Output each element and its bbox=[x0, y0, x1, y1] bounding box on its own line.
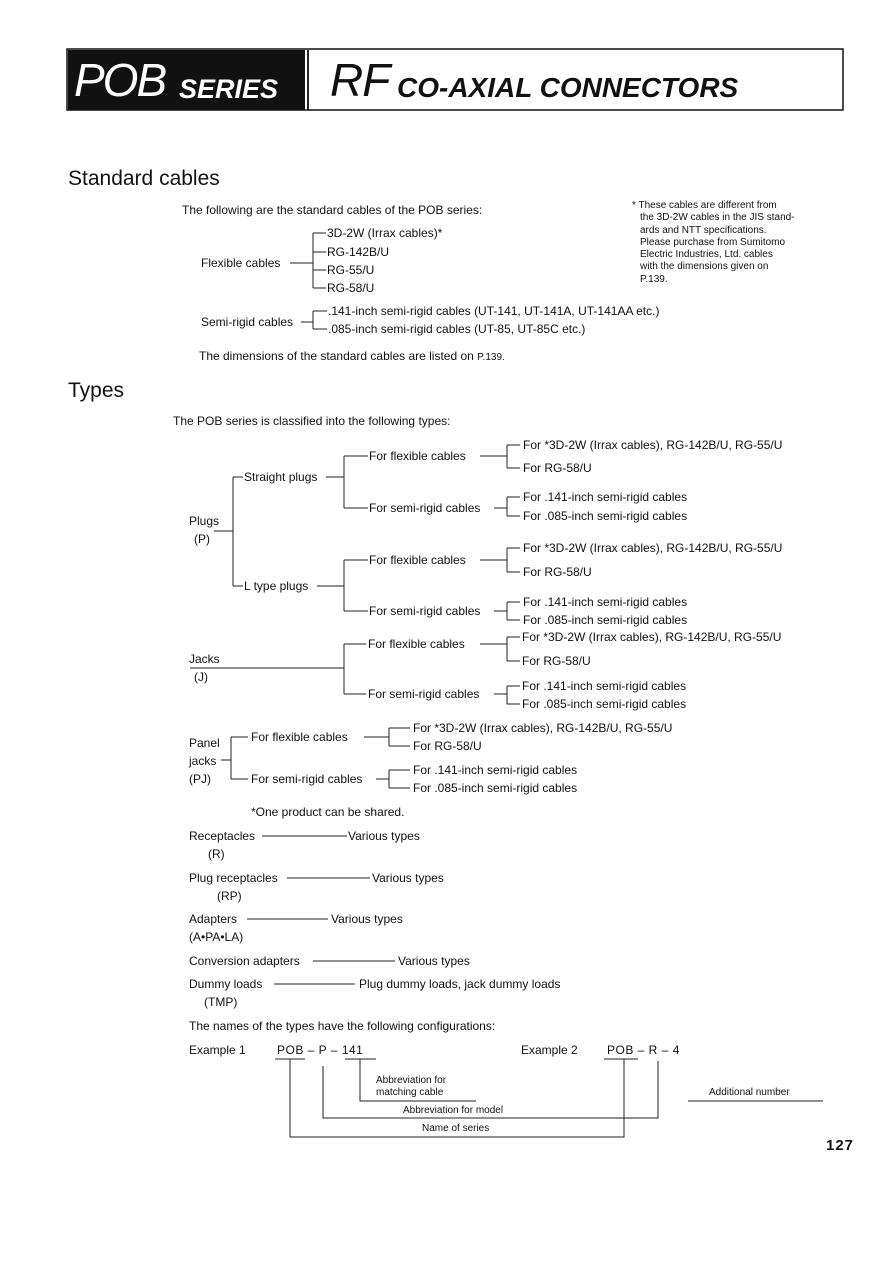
receptacles-value: Various types bbox=[348, 829, 420, 843]
standard-cables-intro: The following are the standard cables of the POB series: bbox=[182, 203, 483, 217]
page-title: CO-AXIAL CONNECTORS bbox=[397, 72, 739, 103]
plugs-label: Plugs bbox=[189, 514, 220, 528]
page-number: 127 bbox=[826, 1137, 855, 1154]
l-flexible-3d: For *3D-2W (Irrax cables), RG-142B/U, RG-55/U bbox=[523, 541, 783, 555]
additional-number-label: Additional number bbox=[709, 1087, 790, 1098]
dimensions-note-text: The dimensions of the standard cables are listed on bbox=[199, 349, 474, 363]
straight-flexible-3d: For *3D-2W (Irrax cables), RG-142B/U, RG-55/U bbox=[523, 438, 783, 452]
example2-label: Example 2 bbox=[521, 1043, 578, 1057]
jacks-label: Jacks bbox=[189, 652, 220, 666]
receptacles-label: Receptacles bbox=[189, 829, 256, 843]
jacks-code: (J) bbox=[194, 670, 208, 684]
panel-jacks-label: jacks bbox=[189, 754, 217, 768]
panel-flexible-rg58: For RG-58/U bbox=[413, 739, 482, 753]
straight-semirigid-141: For .141-inch semi-rigid cables bbox=[523, 490, 688, 504]
cable-141: .141-inch semi-rigid cables (UT-141, UT-141A, UT-141AA etc.) bbox=[328, 304, 660, 318]
panel-flexible-label: For flexible cables bbox=[251, 730, 348, 744]
panel-code: (PJ) bbox=[189, 772, 211, 786]
jacks-semirigid-085: For .085-inch semi-rigid cables bbox=[522, 697, 687, 711]
dummy-loads-value: Plug dummy loads, jack dummy loads bbox=[359, 977, 561, 991]
cable-rg58: RG-58/U bbox=[327, 281, 375, 295]
dummy-loads-code: (TMP) bbox=[204, 995, 238, 1009]
adapters-value: Various types bbox=[331, 912, 403, 926]
panel-label: Panel bbox=[189, 736, 220, 750]
straight-flexible-label: For flexible cables bbox=[369, 449, 466, 463]
panel-flexible-3d: For *3D-2W (Irrax cables), RG-142B/U, RG-55/U bbox=[413, 721, 673, 735]
conversion-adapters-value: Various types bbox=[398, 954, 470, 968]
dimensions-page: P.139. bbox=[477, 352, 505, 363]
dimensions-note bbox=[199, 349, 505, 363]
l-semirigid-label: For semi-rigid cables bbox=[369, 604, 481, 618]
straight-semirigid-085: For .085-inch semi-rigid cables bbox=[523, 509, 688, 523]
dummy-loads-label: Dummy loads bbox=[189, 977, 263, 991]
straight-semirigid-label: For semi-rigid cables bbox=[369, 501, 481, 515]
types-intro: The POB series is classified into the following types: bbox=[173, 414, 451, 428]
name-series-label: Name of series bbox=[422, 1123, 490, 1134]
conversion-adapters-label: Conversion adapters bbox=[189, 954, 300, 968]
rf-label: RF bbox=[330, 54, 390, 106]
jacks-semirigid-141: For .141-inch semi-rigid cables bbox=[522, 679, 687, 693]
cable-rg55: RG-55/U bbox=[327, 263, 375, 277]
footnote-line: ards and NTT specifications. bbox=[640, 224, 767, 236]
l-type-plugs-label: L type plugs bbox=[244, 579, 309, 593]
example1-code: POB – P – 141 bbox=[277, 1043, 364, 1057]
series-word: SERIES bbox=[179, 74, 279, 104]
abbr-cable-line1: Abbreviation for bbox=[376, 1075, 447, 1086]
panel-semirigid-label: For semi-rigid cables bbox=[251, 772, 363, 786]
flexible-cables-label: Flexible cables bbox=[201, 256, 281, 270]
straight-flexible-rg58: For RG-58/U bbox=[523, 461, 592, 475]
footnote-line: P.139. bbox=[640, 273, 668, 285]
cable-085: .085-inch semi-rigid cables (UT-85, UT-85C etc.) bbox=[328, 322, 586, 336]
cable-3d2w: 3D-2W (Irrax cables)* bbox=[327, 226, 443, 240]
footnote-line: with the dimensions given on bbox=[640, 261, 769, 273]
adapters-code: (A•PA•LA) bbox=[189, 930, 244, 944]
jacks-semirigid-label: For semi-rigid cables bbox=[368, 687, 480, 701]
config-intro: The names of the types have the following configurations: bbox=[189, 1019, 496, 1033]
jacks-flexible-rg58: For RG-58/U bbox=[522, 654, 591, 668]
abbr-cable-line2: matching cable bbox=[376, 1087, 444, 1098]
l-semirigid-141: For .141-inch semi-rigid cables bbox=[523, 595, 688, 609]
footnote-line: * These cables are different from bbox=[632, 200, 777, 211]
plug-receptacles-label: Plug receptacles bbox=[189, 871, 278, 885]
l-flexible-rg58: For RG-58/U bbox=[523, 565, 592, 579]
panel-semirigid-085: For .085-inch semi-rigid cables bbox=[413, 781, 578, 795]
abbr-model-label: Abbreviation for model bbox=[403, 1105, 504, 1116]
jacks-flexible-3d: For *3D-2W (Irrax cables), RG-142B/U, RG-55/U bbox=[522, 630, 782, 644]
l-semirigid-085: For .085-inch semi-rigid cables bbox=[523, 613, 688, 627]
plug-receptacles-value: Various types bbox=[372, 871, 444, 885]
section-heading-standard-cables: Standard cables bbox=[68, 167, 220, 190]
plugs-code: (P) bbox=[194, 532, 210, 546]
plug-receptacles-code: (RP) bbox=[217, 889, 242, 903]
series-code: POB bbox=[74, 54, 166, 106]
l-flexible-label: For flexible cables bbox=[369, 553, 466, 567]
footnote-line: the 3D-2W cables in the JIS stand- bbox=[640, 212, 795, 224]
panel-semirigid-141: For .141-inch semi-rigid cables bbox=[413, 763, 578, 777]
section-heading-types: Types bbox=[68, 379, 125, 402]
footnote-line: Electric Industries, Ltd. cables bbox=[640, 249, 773, 261]
example1-label: Example 1 bbox=[189, 1043, 246, 1057]
footnote bbox=[632, 200, 795, 286]
adapters-label: Adapters bbox=[189, 912, 238, 926]
cable-rg142: RG-142B/U bbox=[327, 245, 390, 259]
footnote-line: Please purchase from Sumitomo bbox=[640, 236, 786, 248]
semirigid-cables-label: Semi-rigid cables bbox=[201, 315, 294, 329]
shared-note: *One product can be shared. bbox=[251, 805, 405, 819]
receptacles-code: (R) bbox=[208, 847, 225, 861]
straight-plugs-label: Straight plugs bbox=[244, 470, 318, 484]
example2-code: POB – R – 4 bbox=[607, 1043, 680, 1057]
jacks-flexible-label: For flexible cables bbox=[368, 637, 465, 651]
